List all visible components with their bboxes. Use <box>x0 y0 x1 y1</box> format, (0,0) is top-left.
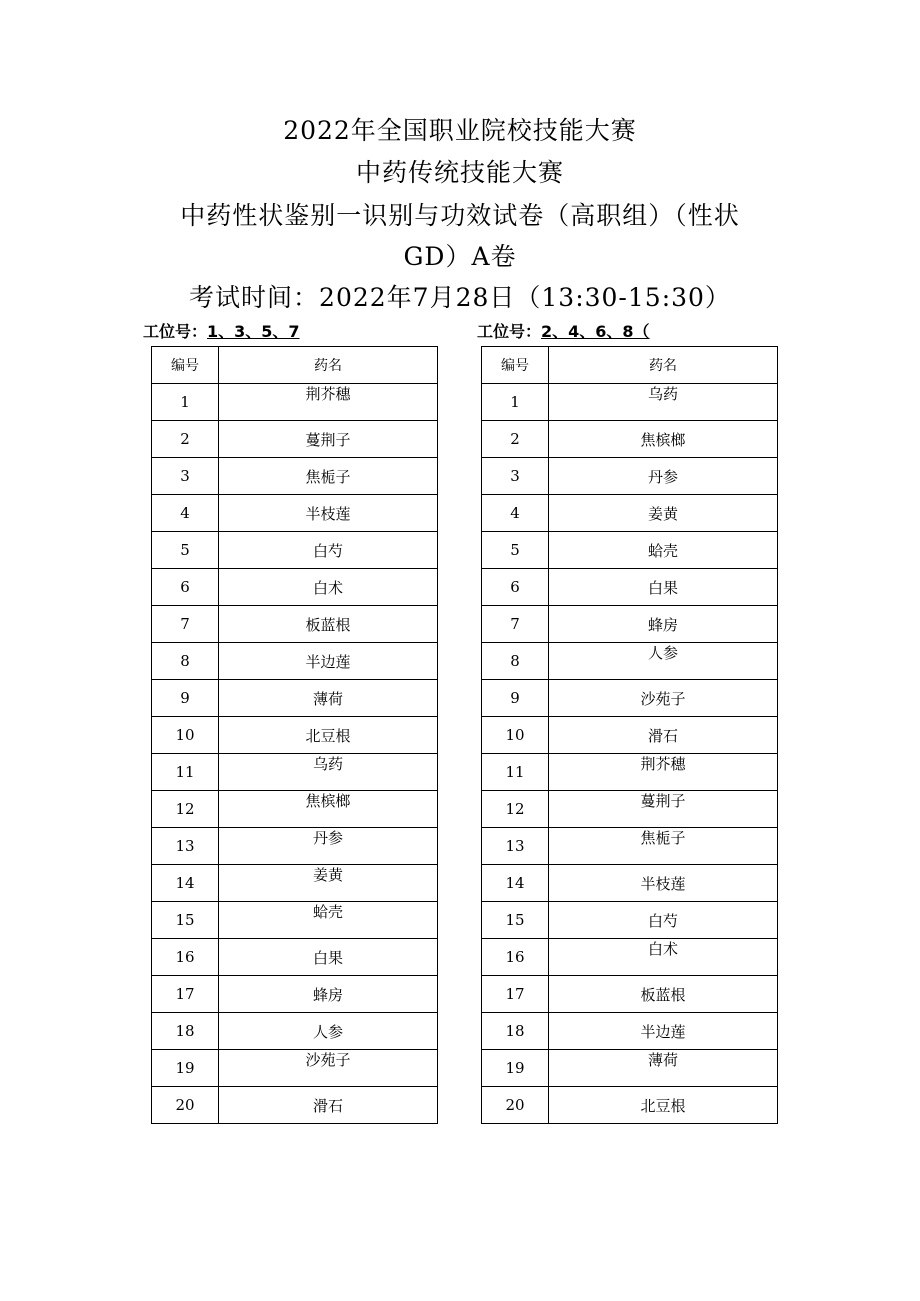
column-header-number: 编号 <box>482 347 549 384</box>
herb-number-cell: 16 <box>152 939 219 976</box>
herb-number-cell: 12 <box>482 791 549 828</box>
herb-number-cell: 12 <box>152 791 219 828</box>
herb-name: 薄荷 <box>312 689 343 708</box>
herb-name-cell <box>549 680 778 717</box>
herb-name-cell <box>219 828 438 865</box>
herb-name: 板蓝根 <box>305 615 351 634</box>
herb-name: 人参 <box>647 644 678 662</box>
table-row <box>152 1087 438 1124</box>
herb-number-cell: 2 <box>152 421 219 458</box>
herb-name: 半边莲 <box>305 652 351 671</box>
table-row <box>482 828 778 865</box>
station-label-prefix: 工位号： <box>143 322 208 341</box>
herb-table-left <box>151 346 438 1124</box>
table-row <box>152 791 438 828</box>
herb-number-cell: 17 <box>482 976 549 1013</box>
table-row <box>482 643 778 680</box>
table-header-row <box>482 347 778 384</box>
table-row <box>482 680 778 717</box>
herb-name: 丹参 <box>312 829 343 847</box>
table-row <box>152 680 438 717</box>
table-row <box>482 1087 778 1124</box>
herb-name-cell <box>549 717 778 754</box>
herb-name-cell <box>219 495 438 532</box>
table-row <box>482 1013 778 1050</box>
table-row <box>152 754 438 791</box>
herb-number-cell: 3 <box>152 458 219 495</box>
herb-number-cell: 13 <box>482 828 549 865</box>
herb-name: 半枝莲 <box>305 504 351 523</box>
station-label-left <box>143 319 300 342</box>
herb-name: 半边莲 <box>640 1022 686 1041</box>
herb-name-cell <box>219 569 438 606</box>
herb-name: 焦槟榔 <box>640 430 686 449</box>
herb-name-cell <box>219 939 438 976</box>
herb-name-cell <box>549 902 778 939</box>
herb-name-cell <box>549 828 778 865</box>
table-row <box>482 754 778 791</box>
column-header-number: 编号 <box>152 347 219 384</box>
table-row <box>152 902 438 939</box>
table-row <box>482 791 778 828</box>
herb-name-cell <box>219 754 438 791</box>
herb-number-cell: 20 <box>482 1087 549 1124</box>
herb-name: 沙苑子 <box>640 689 686 708</box>
herb-name-cell <box>219 384 438 421</box>
table-row <box>152 865 438 902</box>
herb-name: 乌药 <box>647 385 678 403</box>
herb-number-cell: 4 <box>152 495 219 532</box>
herb-number-cell: 7 <box>482 606 549 643</box>
herb-number-cell: 15 <box>482 902 549 939</box>
table-row <box>482 865 778 902</box>
herb-name-cell <box>549 976 778 1013</box>
herb-name-cell <box>219 606 438 643</box>
table-row <box>152 1050 438 1087</box>
herb-number-cell: 20 <box>152 1087 219 1124</box>
herb-name: 人参 <box>312 1022 343 1041</box>
herb-number-cell: 11 <box>482 754 549 791</box>
herb-number-cell: 2 <box>482 421 549 458</box>
table-row <box>152 495 438 532</box>
herb-name-cell <box>219 902 438 939</box>
herb-name: 焦栀子 <box>305 467 351 486</box>
table-row <box>152 532 438 569</box>
herb-name: 焦栀子 <box>640 829 686 847</box>
herb-name-cell <box>549 865 778 902</box>
column-header-herb-name: 药名 <box>219 347 438 384</box>
herb-number-cell: 10 <box>482 717 549 754</box>
column-header-herb-name: 药名 <box>549 347 778 384</box>
herb-name: 白果 <box>647 578 678 597</box>
herb-number-cell: 14 <box>482 865 549 902</box>
herb-number-cell: 1 <box>152 384 219 421</box>
herb-name-cell <box>549 458 778 495</box>
table-row <box>482 939 778 976</box>
herb-name: 北豆根 <box>305 726 351 745</box>
herb-name-cell <box>549 384 778 421</box>
table-row <box>482 569 778 606</box>
herb-name: 滑石 <box>647 726 678 745</box>
table-row <box>152 421 438 458</box>
herb-number-cell: 18 <box>482 1013 549 1050</box>
herb-name-cell <box>549 495 778 532</box>
herb-number-cell: 17 <box>152 976 219 1013</box>
herb-number-cell: 9 <box>482 680 549 717</box>
table-row <box>152 939 438 976</box>
herb-name-cell <box>549 421 778 458</box>
herb-name: 焦槟榔 <box>305 792 351 810</box>
herb-name: 薄荷 <box>647 1051 678 1069</box>
herb-name-cell <box>549 1013 778 1050</box>
herb-number-cell: 1 <box>482 384 549 421</box>
station-numbers: 1、3、5、7 <box>207 322 300 341</box>
herb-number-cell: 11 <box>152 754 219 791</box>
herb-name-cell <box>219 1087 438 1124</box>
table-row <box>482 458 778 495</box>
herb-name-cell <box>219 865 438 902</box>
herb-name-cell <box>219 1050 438 1087</box>
herb-number-cell: 9 <box>152 680 219 717</box>
herb-number-cell: 8 <box>482 643 549 680</box>
table-row <box>482 532 778 569</box>
table-row <box>152 976 438 1013</box>
herb-name: 半枝莲 <box>640 874 686 893</box>
herb-number-cell: 14 <box>152 865 219 902</box>
herb-name: 乌药 <box>312 755 343 773</box>
herb-name-cell <box>549 939 778 976</box>
herb-name: 姜黄 <box>647 504 678 523</box>
herb-number-cell: 8 <box>152 643 219 680</box>
herb-number-cell: 6 <box>482 569 549 606</box>
herb-name: 白术 <box>312 578 343 597</box>
table-row <box>152 569 438 606</box>
herb-name-cell <box>549 754 778 791</box>
herb-name-cell <box>549 643 778 680</box>
herb-number-cell: 10 <box>152 717 219 754</box>
table-row <box>482 976 778 1013</box>
herb-number-cell: 3 <box>482 458 549 495</box>
herb-number-cell: 15 <box>152 902 219 939</box>
herb-name: 蜂房 <box>312 985 343 1004</box>
table-row <box>482 384 778 421</box>
station-label-right <box>477 319 650 342</box>
table-row <box>482 421 778 458</box>
herb-name: 板蓝根 <box>640 985 686 1004</box>
table-row <box>482 717 778 754</box>
herb-number-cell: 5 <box>152 532 219 569</box>
table-row <box>482 606 778 643</box>
herb-number-cell: 19 <box>152 1050 219 1087</box>
herb-name: 白术 <box>647 940 678 958</box>
herb-name: 姜黄 <box>312 866 343 884</box>
table-row <box>152 828 438 865</box>
herb-name: 北豆根 <box>640 1096 686 1115</box>
herb-name-cell <box>219 458 438 495</box>
herb-number-cell: 19 <box>482 1050 549 1087</box>
herb-name: 白芍 <box>312 541 343 560</box>
station-numbers: 2、4、6、8（ <box>541 322 650 341</box>
table-row <box>152 458 438 495</box>
herb-name: 丹参 <box>647 467 678 486</box>
herb-name-cell <box>219 532 438 569</box>
herb-table-right <box>481 346 778 1124</box>
herb-name-cell <box>219 791 438 828</box>
herb-number-cell: 13 <box>152 828 219 865</box>
herb-name-cell <box>219 976 438 1013</box>
herb-name-cell <box>219 717 438 754</box>
herb-name-cell <box>549 532 778 569</box>
herb-number-cell: 6 <box>152 569 219 606</box>
table-row <box>152 717 438 754</box>
herb-number-cell: 7 <box>152 606 219 643</box>
herb-name-cell <box>549 791 778 828</box>
herb-number-cell: 18 <box>152 1013 219 1050</box>
herb-name: 蛤壳 <box>647 541 678 560</box>
table-header-row <box>152 347 438 384</box>
herb-name: 蜂房 <box>647 615 678 634</box>
herb-name: 滑石 <box>312 1096 343 1115</box>
herb-name: 蔓荆子 <box>640 792 686 810</box>
station-label-prefix: 工位号： <box>477 322 542 341</box>
table-row <box>152 384 438 421</box>
table-row <box>152 643 438 680</box>
herb-number-cell: 5 <box>482 532 549 569</box>
herb-name-cell <box>219 421 438 458</box>
herb-name: 沙苑子 <box>305 1051 351 1069</box>
herb-name-cell <box>549 569 778 606</box>
table-row <box>152 1013 438 1050</box>
herb-name: 荆芥穗 <box>640 755 686 773</box>
table-row <box>482 1050 778 1087</box>
exam-title-paper: 中药性状鉴别一识别与功效试卷（高职组）（性状 <box>180 201 740 230</box>
herb-name-cell <box>549 1087 778 1124</box>
herb-name: 蔓荆子 <box>305 430 351 449</box>
exam-title-event: 中药传统技能大赛 <box>355 158 564 187</box>
herb-name: 白果 <box>312 948 343 967</box>
herb-number-cell: 4 <box>482 495 549 532</box>
herb-number-cell: 16 <box>482 939 549 976</box>
herb-name-cell <box>549 606 778 643</box>
exam-title-competition: 2022年全国职业院校技能大赛 <box>283 116 637 145</box>
table-row <box>482 495 778 532</box>
exam-title-paper-cont: GD）A卷 <box>403 242 517 271</box>
herb-name-cell <box>219 680 438 717</box>
exam-time: 考试时间：2022年7月28日（13:30-15:30） <box>189 283 731 312</box>
table-row <box>482 902 778 939</box>
herb-name-cell <box>219 643 438 680</box>
herb-name: 蛤壳 <box>312 903 343 921</box>
herb-name-cell <box>549 1050 778 1087</box>
herb-name: 荆芥穗 <box>305 385 351 403</box>
herb-name: 白芍 <box>647 911 678 930</box>
herb-name-cell <box>219 1013 438 1050</box>
table-row <box>152 606 438 643</box>
